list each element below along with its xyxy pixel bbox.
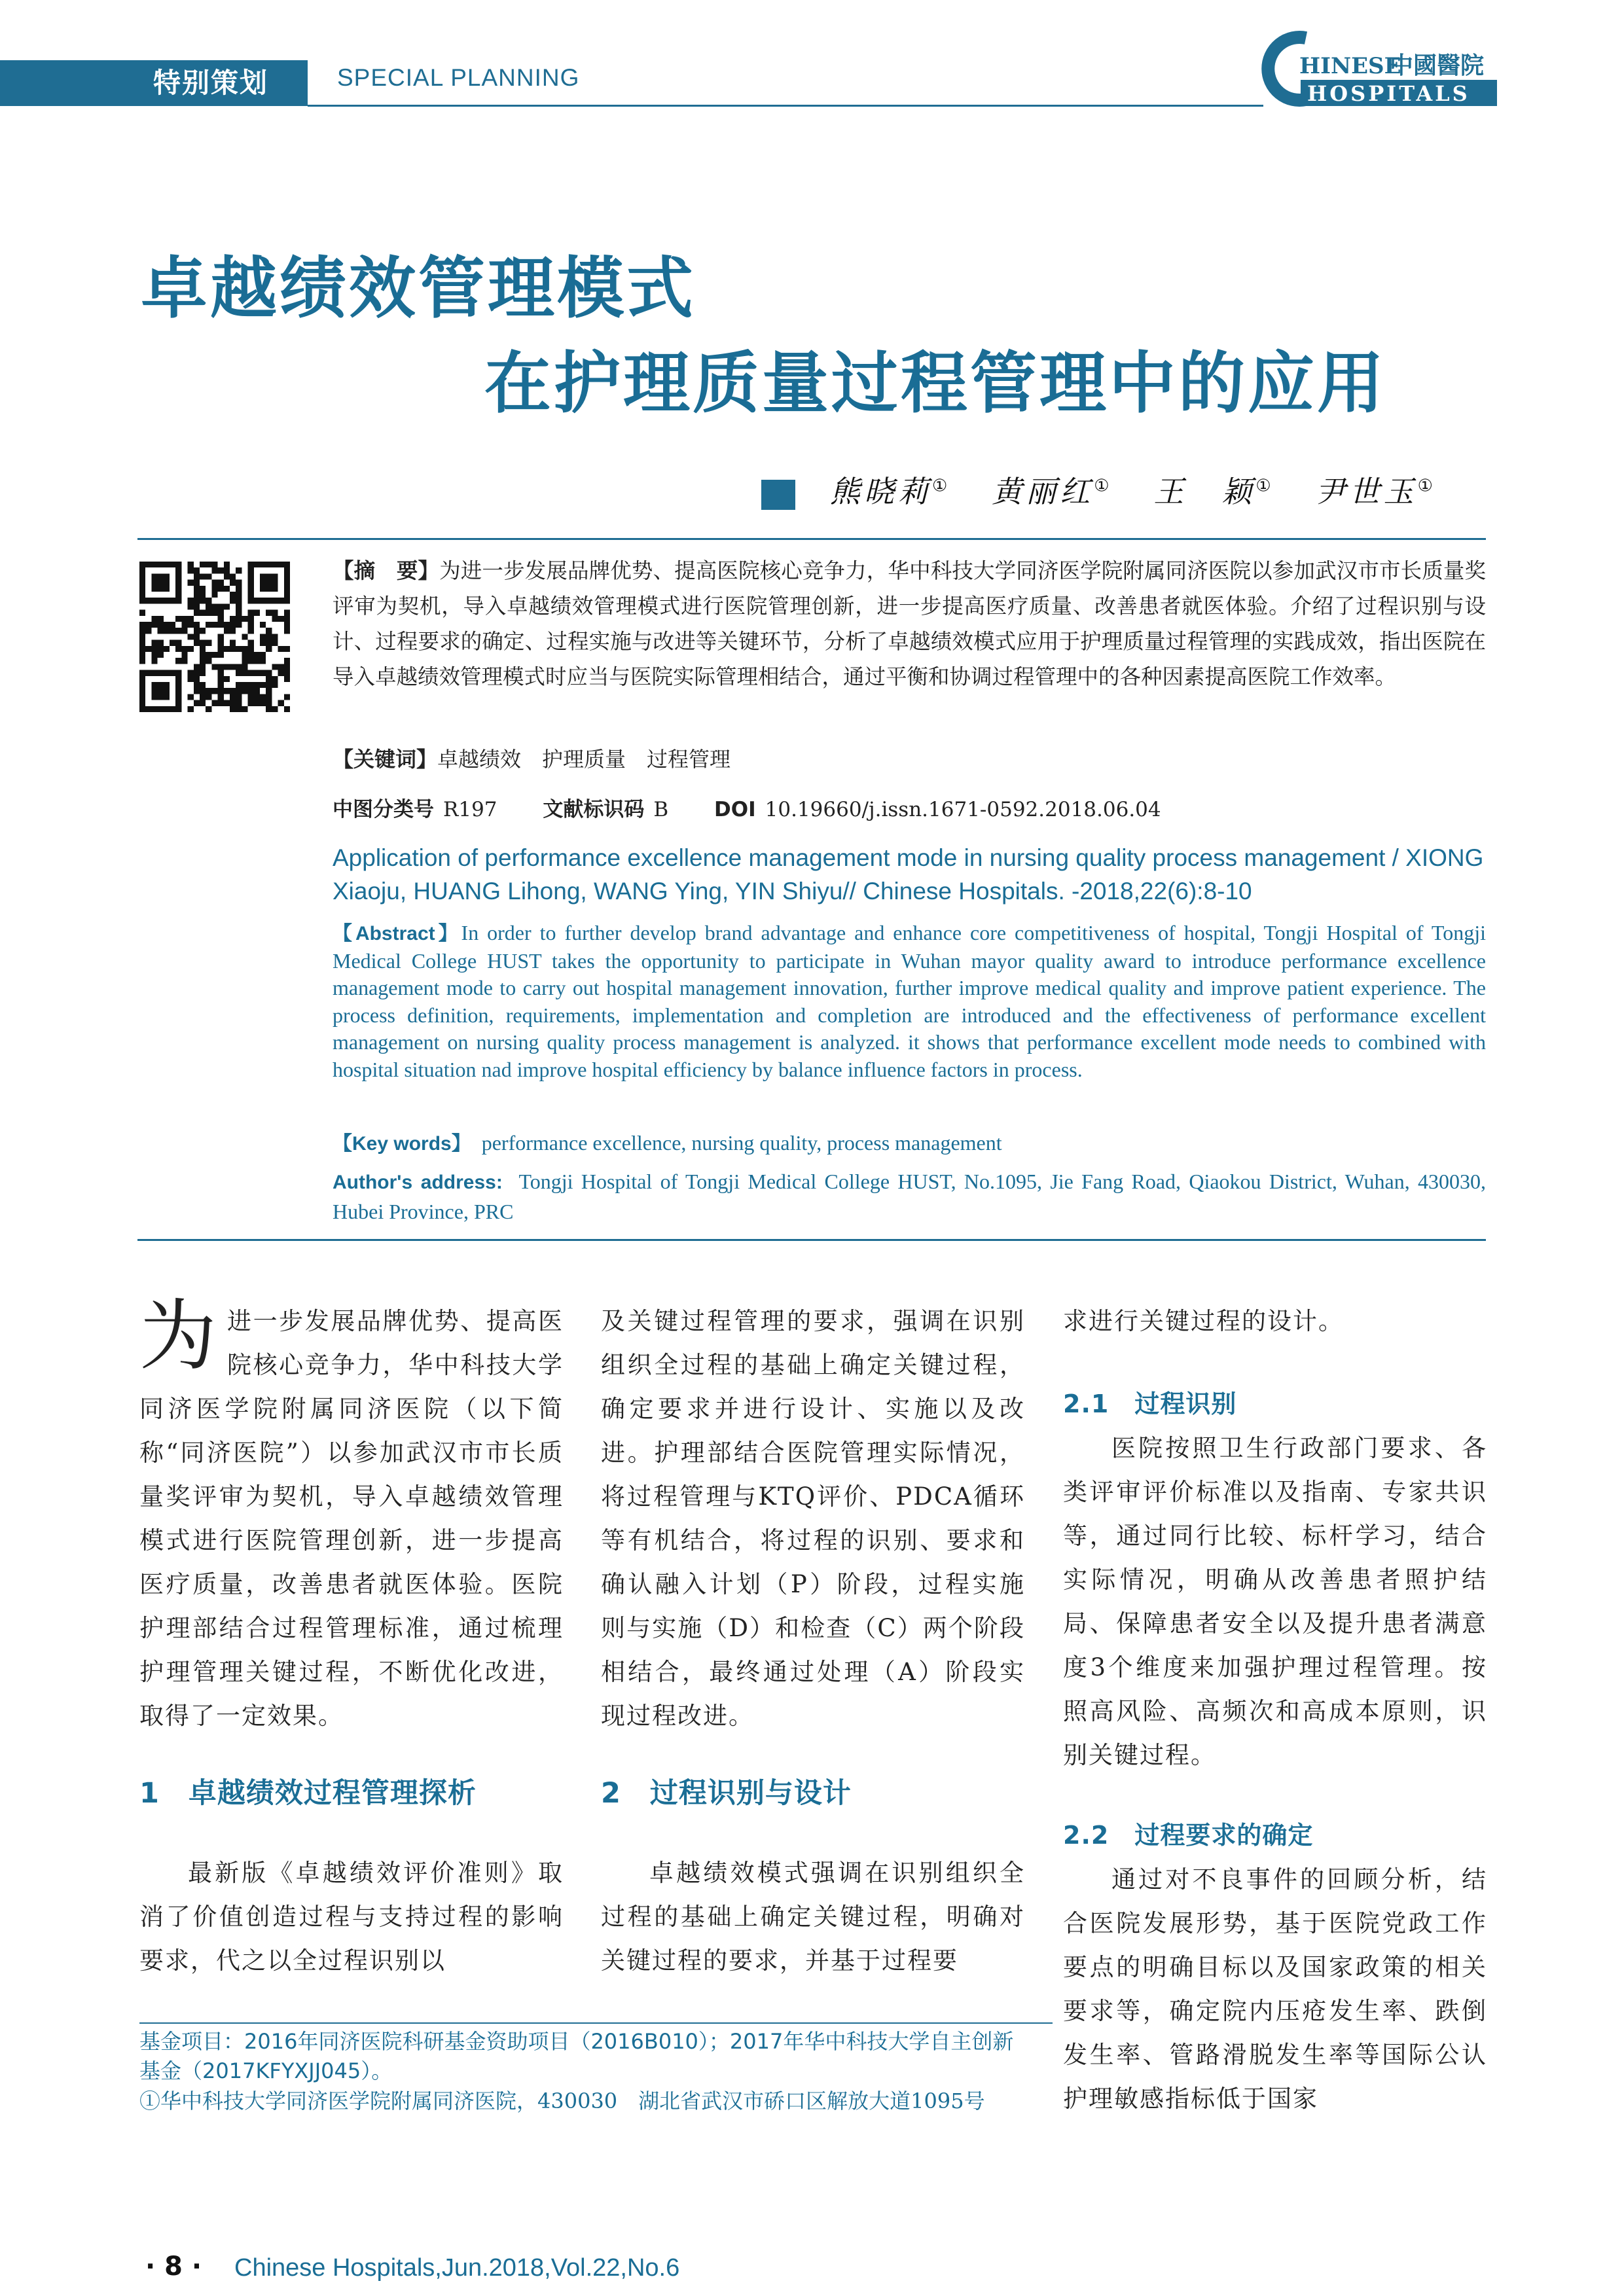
author-list — [830, 468, 1437, 511]
logo-text-hospitals: HOSPITALS — [1307, 81, 1470, 106]
subsection-heading-2-2: 2.2 过程要求的确定 — [1063, 1821, 1314, 1850]
footnote-fund: 基金项目：2016年同济医院科研基金资助项目（2016B010）；2017年华中科技大学自主创新基金（2017KFYXJJ045）。 — [139, 2029, 1014, 2083]
body-paragraph: 求进行关键过程的设计。 — [1063, 1307, 1344, 1335]
author-marker-square — [761, 480, 795, 510]
author-affil-mark: ① — [932, 476, 952, 496]
article-title-line1: 卓越绩效管理模式 — [141, 250, 696, 328]
logo-text-en: HINESE — [1299, 53, 1401, 79]
author-affil-mark: ① — [1255, 476, 1275, 496]
author-address-text: Tongji Hospital of Tongji Medical College HUST, No.1095, Jie Fang Road, Qiaokou District, Wuhan, 430030, Hubei Province, PRC — [333, 1170, 1487, 1223]
keywords-zh-text: 卓越绩效 护理质量 过程管理 — [437, 747, 731, 772]
section-label-en: SPECIAL PLANNING — [337, 64, 580, 91]
abstract-en — [333, 920, 1486, 1083]
header-divider — [308, 105, 1263, 107]
body-column-1 — [139, 1291, 564, 1982]
intro-text: 进一步发展品牌优势、提高医院核心竞争力，华中科技大学同济医学院附属同济医院（以下简称“同济医院”）以参加武汉市市长质量奖评审为契机，导入卓越绩效管理模式进行医院管理创新，进一步提高医疗质量，改善患者就医体验。医院护理部结合过程管理标准，通过梳理护理管理关键过程，不断优化改进，取得了一定效果。 — [139, 1307, 564, 1730]
article-title-line2: 在护理质量过程管理中的应用 — [484, 345, 1386, 423]
doi-value: 10.19660/j.issn.1671-0592.2018.06.04 — [765, 798, 1161, 821]
body-paragraph: 卓越绩效模式强调在识别组织全过程的基础上确定关键过程，明确对关键过程的要求，并基于过程要 — [601, 1859, 1025, 1975]
english-title-citation: Application of performance excellence management mode in nursing quality process management / XIONG Xiaoju, HUANG Lihong, WANG Ying, YIN Shiyu// Chinese Hospitals. -2018,22(6):8-10 — [333, 844, 1484, 905]
doc-code-value: B — [653, 798, 669, 821]
section-heading-2: 2 过程识别与设计 — [601, 1777, 852, 1810]
classification-line — [333, 793, 1170, 826]
body-paragraph: 及关键过程管理的要求，强调在识别组织全过程的基础上确定关键过程，确定要求并进行设计、实施以及改进。护理部结合医院管理实际情况，将过程管理与KTQ评价、PDCA循环等有机结合，将过程的识别、要求和确认融入计划（P）阶段，过程实施则与实施（D）和检查（C）两个阶段相结合，最终通过处理（A）阶段实现过程改进。 — [601, 1307, 1025, 1730]
clc-value: R197 — [443, 798, 497, 821]
qr-code-icon — [139, 562, 290, 712]
keywords-en — [333, 1127, 1002, 1156]
abstract-en-label: 【Abstract】 — [333, 923, 461, 944]
keywords-zh — [333, 743, 731, 776]
section-heading-1: 1 卓越绩效过程管理探析 — [139, 1777, 477, 1810]
abstract-zh-label: 【摘 要】 — [333, 558, 440, 583]
abstract-en-text: In order to further develop brand advantage and enhance core competitiveness of hospital, Tongji Hospital of Tongji Medical College HUST takes the opportunity to participate in Wuhan mayor quality award to introduce performance excellence management mode to carry out hospital management innovation, further improve medical quality and improve patient experience. The process definition, requirements, implementation and completion are introduced and the effectiveness of performance excellent management on nursing quality process management is analyzed. it shows that performance excellent mode needs to combined with hospital situation nad improve hospital efficiency by balance influence factors in process. — [333, 921, 1487, 1081]
abstract-zh — [333, 553, 1486, 694]
author-address-en — [333, 1167, 1486, 1227]
footnote-affiliation: ①华中科技大学同济医学院附属同济医院，430030 湖北省武汉市硚口区解放大道1095号 — [139, 2089, 985, 2113]
subsection-heading-2-1: 2.1 过程识别 — [1063, 1390, 1237, 1418]
doc-code-label: 文献标识码 — [543, 798, 645, 821]
author-affil-mark: ① — [1094, 476, 1113, 496]
abstract-top-rule — [137, 538, 1486, 540]
author-affil-mark: ① — [1417, 476, 1437, 496]
author-name: 尹世玉 — [1315, 474, 1418, 509]
author-name: 熊晓莉 — [830, 474, 932, 509]
body-paragraph: 通过对不良事件的回顾分析，结合医院发展形势，基于医院党政工作要点的明确目标以及国家政策的相关要求等，确定院内压疮发生率、跌倒发生率、管路滑脱发生率等国际公认护理敏感指标低于国家 — [1063, 1865, 1487, 2113]
author-address-label: Author's address: — [333, 1172, 503, 1193]
body-column-2 — [601, 1299, 1025, 1982]
page-number: · 8 · — [145, 2251, 202, 2282]
keywords-en-label: 【Key words】 — [333, 1133, 471, 1155]
body-paragraph: 最新版《卓越绩效评价准则》取消了价值创造过程与支持过程的影响要求，代之以全过程识别以 — [139, 1859, 564, 1975]
keywords-en-text: performance excellence, nursing quality, process management — [481, 1131, 1002, 1155]
body-column-3 — [1063, 1299, 1487, 2121]
logo-text-zh: 中國醫院 — [1390, 52, 1485, 79]
section-label: 特别策划 — [0, 60, 308, 106]
doi-label: DOI — [714, 798, 756, 821]
author-name: 黄丽红 — [992, 474, 1094, 509]
journal-logo — [1260, 26, 1502, 111]
intro-paragraph — [139, 1291, 564, 1738]
abstract-bottom-rule — [137, 1239, 1486, 1241]
keywords-zh-label: 【关键词】 — [333, 747, 438, 772]
footnote-rule — [139, 2022, 1053, 2024]
abstract-zh-text: 为进一步发展品牌优势、提高医院核心竞争力，华中科技大学同济医学院附属同济医院以参加武汉市市长质量奖评审为契机，导入卓越绩效管理模式进行医院管理创新，进一步提高医疗质量、改善患者就医体验。介绍了过程识别与设计、过程要求的确定、过程实施与改进等关键环节，分析了卓越绩效模式应用于护理质量过程管理的实践成效，指出医院在导入卓越绩效管理模式时应当与医院实际管理相结合，通过平衡和协调过程管理中的各种因素提高医院工作效率。 — [333, 558, 1486, 689]
drop-cap: 为 — [139, 1291, 219, 1381]
clc-label: 中图分类号 — [333, 798, 434, 821]
journal-citation-footer: Chinese Hospitals,Jun.2018,Vol.22,No.6 — [234, 2254, 680, 2282]
body-paragraph: 医院按照卫生行政部门要求、各类评审评价标准以及指南、专家共识等，通过同行比较、标杆学习，结合实际情况，明确从改善患者照护结局、保障患者安全以及提升患者满意度3个维度来加强护理过程管理。按照高风险、高频次和高成本原则，识别关键过程。 — [1063, 1434, 1487, 1769]
author-name: 王 颖 — [1153, 474, 1256, 509]
